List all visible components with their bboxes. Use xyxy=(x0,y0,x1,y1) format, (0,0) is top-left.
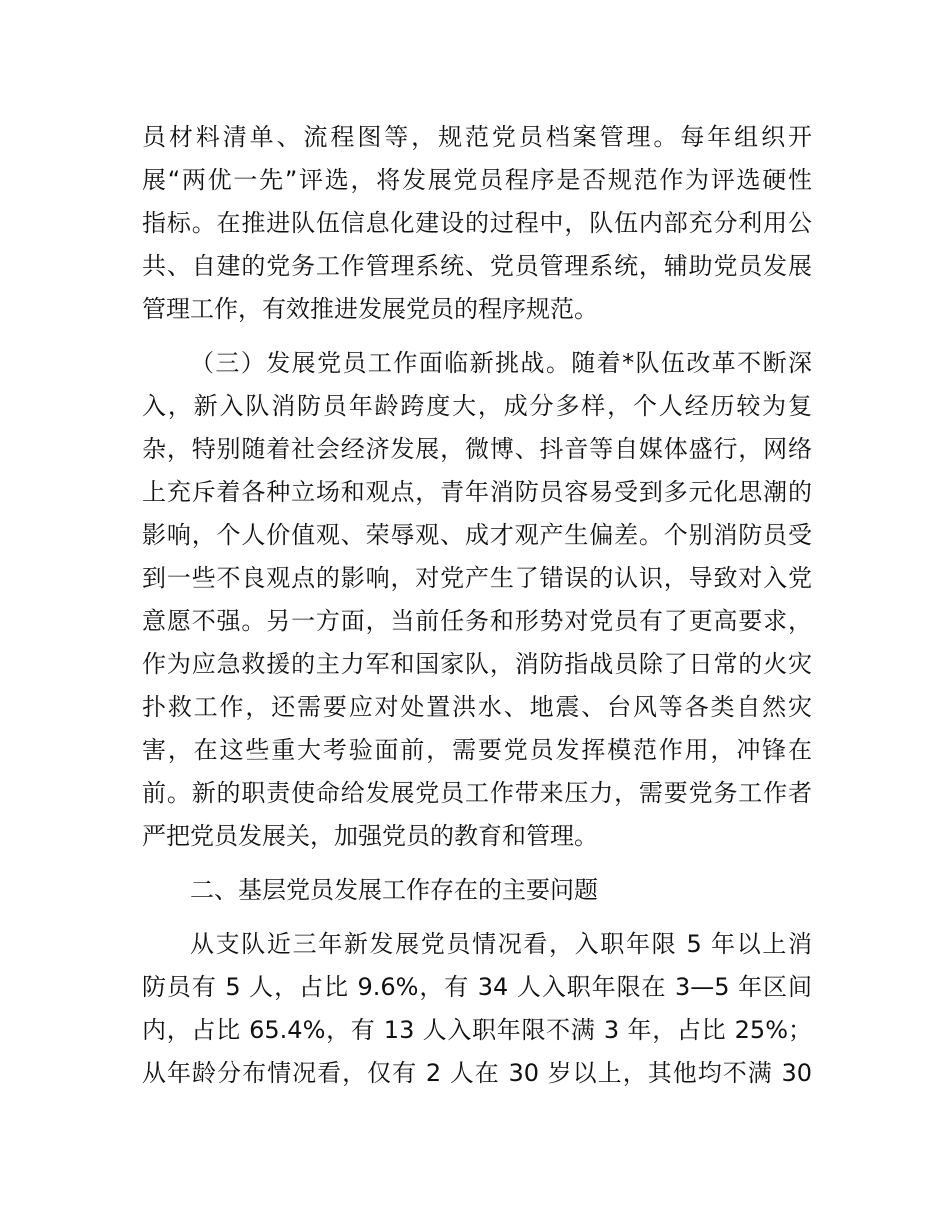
text-line: 害，在这些重大考验面前，需要党员发挥模范作用，冲锋在 xyxy=(142,736,812,764)
text-line: 从支队近三年新发展党员情况看，入职年限 5 年以上消 xyxy=(190,930,812,958)
text-line: 到一些不良观点的影响，对党产生了错误的认识，导致对入党 xyxy=(142,564,812,592)
text-line: 共、自建的党务工作管理系统、党员管理系统，辅助党员发展 xyxy=(142,252,812,280)
text-line: 前。新的职责使命给发展党员工作带来压力，需要党务工作者 xyxy=(142,779,812,807)
text-line: 员材料清单、流程图等，规范党员档案管理。每年组织开 xyxy=(142,123,812,151)
text-line: 上充斥着各种立场和观点，青年消防员容易受到多元化思潮的 xyxy=(142,478,812,506)
text-line: 作为应急救援的主力军和国家队，消防指战员除了日常的火灾 xyxy=(142,650,812,678)
text-line: 入，新入队消防员年龄跨度大，成分多样，个人经历较为复 xyxy=(142,392,812,420)
text-line: 从年龄分布情况看，仅有 2 人在 30 岁以上，其他均不满 30 xyxy=(142,1059,812,1087)
text-line: 管理工作，有效推进发展党员的程序规范。 xyxy=(142,295,598,323)
text-line: 扑救工作，还需要应对处置洪水、地震、台风等各类自然灾 xyxy=(142,693,812,721)
text-line: 意愿不强。另一方面，当前任务和形势对党员有了更高要求， xyxy=(142,607,812,635)
text-line: 影响，个人价值观、荣辱观、成才观产生偏差。个别消防员受 xyxy=(142,521,812,549)
text-line: 内，占比 65.4%，有 13 人入职年限不满 3 年，占比 25%； xyxy=(142,1016,812,1044)
text-line: 杂，特别随着社会经济发展，微博、抖音等自媒体盛行，网络 xyxy=(142,435,812,463)
text-line: （三）发展党员工作面临新挑战。随着*队伍改革不断深 xyxy=(190,349,812,377)
text-line: 防员有 5 人，占比 9.6%，有 34 人入职年限在 3—5 年区间 xyxy=(142,973,812,1001)
text-line: 指标。在推进队伍信息化建设的过程中，队伍内部充分利用公 xyxy=(142,209,812,237)
text-line: 展“两优一先”评选，将发展党员程序是否规范作为评选硬性 xyxy=(142,166,812,194)
text-line: 严把党员发展关，加强党员的教育和管理。 xyxy=(142,822,598,850)
section-heading: 二、基层党员发展工作存在的主要问题 xyxy=(190,876,598,904)
